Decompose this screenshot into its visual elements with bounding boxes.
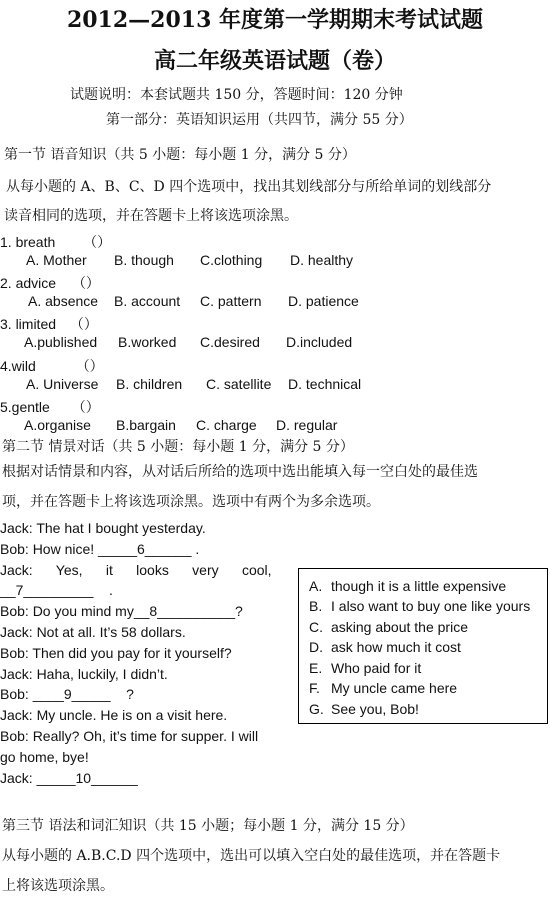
section3-heading: 第三节 语法和词汇知识（共 15 小题；每小题 1 分，满分 15 分） xyxy=(2,818,414,834)
dialogue-line: Jack: The hat I bought yesterday. xyxy=(0,520,206,536)
section3-instruction-2: 上将该选项涂黑。 xyxy=(2,878,114,894)
dialogue-line: Bob: Do you mind my__8__________? xyxy=(0,603,243,619)
dialogue-line: Jack: Not at all. It’s 58 dollars. xyxy=(0,624,186,640)
section1-instruction-1: 从每小题的 A、B、C、D 四个选项中，找出其划线部分与所给单词的划线部分 xyxy=(6,179,492,195)
option-row xyxy=(309,680,457,696)
option-key: F. xyxy=(309,680,320,696)
option-key: B. xyxy=(309,598,323,614)
answer-blank: （） xyxy=(83,234,112,250)
option-d: D. technical xyxy=(288,376,362,392)
dialogue-line: go home, bye! xyxy=(0,749,89,765)
dialogue-line: Bob: ____9_____ ? xyxy=(0,686,134,702)
options-box xyxy=(298,568,548,724)
option-b: B. children xyxy=(116,376,183,392)
dialogue-line: __7_________ . xyxy=(0,582,113,598)
option-text: I also want to buy one like yours xyxy=(331,598,531,614)
question-4 xyxy=(0,356,104,376)
answer-blank: （） xyxy=(75,358,104,374)
dialogue-line: Jack: _____10______ xyxy=(0,770,138,786)
option-b: B. account xyxy=(114,293,181,309)
option-text: asking about the price xyxy=(331,619,468,635)
part-one-heading: 第一部分：英语知识运用（共四节，满分 55 分） xyxy=(106,112,413,128)
option-text: My uncle came here xyxy=(331,680,458,696)
option-key: G. xyxy=(309,701,324,717)
question-label: 3. limited xyxy=(0,316,57,332)
option-a: A. Mother xyxy=(26,252,87,268)
dialogue-line: Bob: Really? Oh, it’s time for supper. I will xyxy=(0,728,259,744)
option-row xyxy=(309,701,419,717)
answer-blank: （） xyxy=(69,316,98,332)
option-c: C. charge xyxy=(196,417,257,433)
question-label: 5.gentle xyxy=(0,399,50,415)
option-c: C.desired xyxy=(200,334,260,350)
exam-subtitle: 高二年级英语试题（卷） xyxy=(153,48,396,74)
question-1 xyxy=(0,232,111,252)
question-5 xyxy=(0,397,100,417)
dialogue-line: Jack: My uncle. He is on a visit here. xyxy=(0,707,228,723)
question-2 xyxy=(0,273,100,293)
question-label: 4.wild xyxy=(0,358,36,374)
option-key: A. xyxy=(309,578,323,594)
option-row xyxy=(309,598,530,614)
option-b: B.bargain xyxy=(116,417,176,433)
exam-note: 试题说明：本套试题共 150 分，答题时间：120 分钟 xyxy=(70,87,403,103)
dialogue-line: Bob: Then did you pay for it yourself? xyxy=(0,645,232,661)
option-a: A.published xyxy=(24,334,98,350)
option-row xyxy=(309,619,468,635)
option-b: B.worked xyxy=(118,334,177,350)
option-a: A.organise xyxy=(24,417,91,433)
option-d: D.included xyxy=(286,334,353,350)
option-text: See you, Bob! xyxy=(331,701,419,717)
question-3 xyxy=(0,314,98,334)
section2-instruction-2: 项，并在答题卡上将该选项涂黑。选项中有两个为多余选项。 xyxy=(2,494,380,510)
option-d: D. healthy xyxy=(290,252,354,268)
dialogue-line: Jack: Haha, luckily, I didn’t. xyxy=(0,666,168,682)
option-text: Who paid for it xyxy=(331,660,422,676)
option-b: B. though xyxy=(114,252,174,268)
option-key: E. xyxy=(309,660,323,676)
dialogue-line: Jack: Yes, it looks very cool, xyxy=(0,562,272,578)
section1-instruction-2: 读音相同的选项，并在答题卡上将该选项涂黑。 xyxy=(4,208,298,224)
exam-title: 2012—2013 年度第一学期期末考试试题 xyxy=(66,7,484,33)
option-row xyxy=(309,639,461,655)
option-a: A. absence xyxy=(28,293,99,309)
option-key: C. xyxy=(309,619,323,635)
section3-instruction-1: 从每小题的 A.B.C.D 四个选项中，选出可以填入空白处的最佳选项，并在答题卡 xyxy=(2,848,501,864)
answer-blank: （） xyxy=(71,399,100,415)
option-c: C.clothing xyxy=(200,252,263,268)
section2-instruction-1: 根据对话情景和内容，从对话后所给的选项中选出能填入每一空白处的最佳选 xyxy=(2,464,478,480)
option-c: C. satellite xyxy=(206,376,272,392)
question-label: 1. breath xyxy=(0,234,56,250)
answer-blank: （） xyxy=(71,275,100,291)
option-c: C. pattern xyxy=(200,293,262,309)
option-text: ask how much it cost xyxy=(331,639,461,655)
option-d: D. regular xyxy=(276,417,338,433)
option-key: D. xyxy=(309,639,323,655)
section2-heading: 第二节 情景对话（共 5 小题：每小题 1 分，满分 5 分） xyxy=(2,439,354,455)
option-a: A. Universe xyxy=(26,376,99,392)
option-row xyxy=(309,660,421,676)
option-text: though it is a little expensive xyxy=(331,578,507,594)
section1-heading: 第一节 语音知识（共 5 小题：每小题 1 分，满分 5 分） xyxy=(4,147,356,163)
option-row xyxy=(309,578,506,594)
dialogue-line: Bob: How nice! _____6______ . xyxy=(0,541,200,557)
question-label: 2. advice xyxy=(0,275,57,291)
option-d: D. patience xyxy=(288,293,359,309)
